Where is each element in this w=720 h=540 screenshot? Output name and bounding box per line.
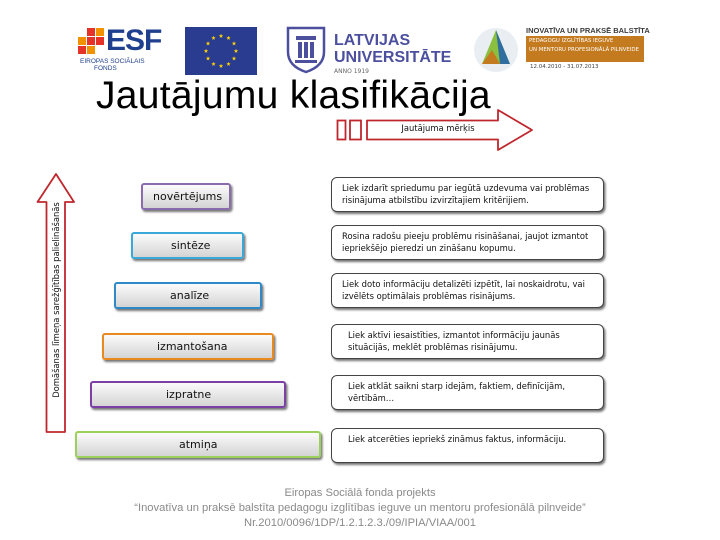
footer-line-2: “Inovatīva un praksē balstīta pedagogu izglītības ieguve un mentoru profesionālā pilnveide”	[134, 502, 586, 514]
esf-wordmark: ESF	[106, 24, 162, 57]
footer-line-3: Nr.2010/0096/1DP/1.2.1.2.3./09/IPIA/VIAA/001	[244, 517, 476, 529]
level-analysis: analīze	[114, 282, 262, 309]
project-logo-title: INOVATĪVA UN PRAKSĒ BALSTĪTA	[526, 26, 650, 35]
footer-line-1: Eiropas Sociālā fonda projekts	[284, 487, 436, 499]
university-logo	[282, 22, 460, 78]
description-knowledge: Liek atcerēties iepriekš zināmus faktus, informāciju.	[331, 428, 604, 463]
university-anno: ANNO 1919	[334, 68, 369, 75]
description-application: Liek aktīvi iesaistīties, izmantot informāciju jaunās situācijās, meklēt problēmas risinājumu.	[331, 324, 604, 359]
footer	[100, 486, 620, 531]
project-logo	[470, 22, 650, 78]
description-synthesis: Rosina radošu pieeju problēmu risināšanai, jaujot izmantot iepriekšējo pieredzi un zināšanu kopumu.	[331, 225, 604, 260]
purpose-arrow-label: Jautājuma mērķis	[401, 123, 475, 133]
description-comprehension: Liek atklāt saikni starp idejām, faktiem, definīcijām, vērtībām…	[331, 375, 604, 410]
university-emblem-icon	[284, 24, 328, 74]
esf-squares-icon	[78, 28, 104, 54]
level-knowledge: atmiņa	[75, 431, 321, 458]
complexity-arrow-label: Domāšanas līmeņa sarežģītības palielināšanās	[51, 202, 61, 398]
page-title: Jautājumu klasifikācija	[96, 74, 491, 117]
esf-caption: EIROPAS SOCIĀLAIS FONDS	[80, 58, 145, 72]
level-application: izmantošana	[102, 333, 274, 360]
level-evaluation: novērtējums	[141, 183, 231, 210]
project-logo-dates: 12.04.2010 - 31.07.2013	[530, 64, 599, 70]
eu-flag-icon	[185, 27, 257, 75]
description-evaluation: Liek izdarīt spriedumu par iegūtā uzdevuma vai problēmas risinājuma atbilstību izvirzītajiem kritērijiem.	[331, 177, 604, 212]
project-logo-subtitle: PEDAGOGU IZGLĪTĪBAS IEGUVE UN MENTORU PROFESIONĀLĀ PILNVEIDE	[526, 36, 644, 62]
description-analysis: Liek doto informāciju detalizēti izpētīt, lai noskaidrotu, vai izvēlēts optimālais problēmas risinājums.	[331, 273, 604, 308]
university-name: LATVIJAS UNIVERSITĀTE	[334, 32, 452, 66]
level-comprehension: izpratne	[90, 381, 286, 408]
esf-logo	[78, 24, 162, 76]
project-emblem-icon	[472, 26, 520, 74]
level-synthesis: sintēze	[131, 232, 244, 259]
